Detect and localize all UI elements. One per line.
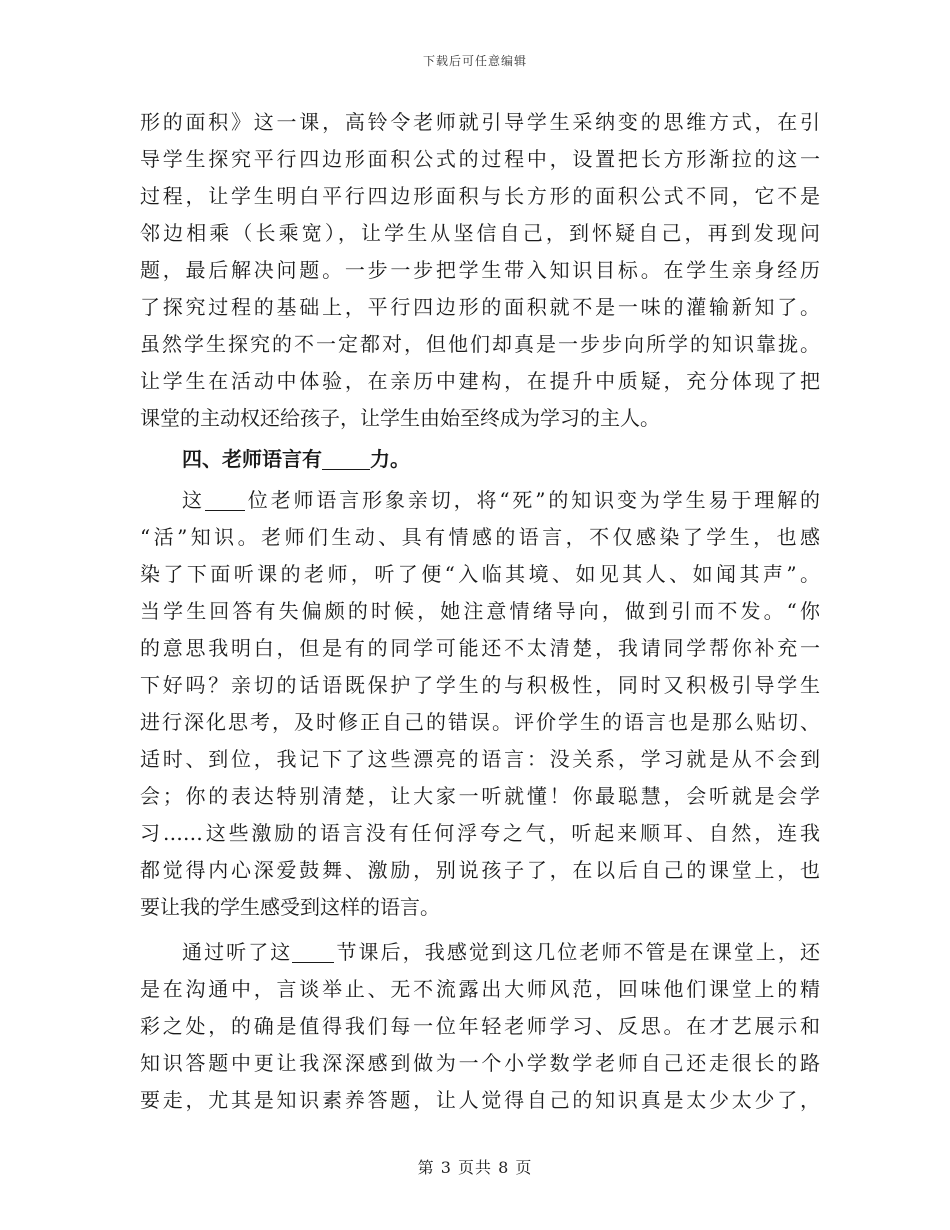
text-line [140,934,820,971]
text-line: 是在沟通中，言谈举止、无不流露出大师风范，回味他们课堂上的精 [140,977,820,1001]
text-line: 习……这些激励的语言没有任何浮夸之气，听起来顺耳、自然，连我 [140,821,820,845]
paragraph-2 [140,482,820,926]
text-line: 染了下面听课的老师，听了便“入临其境、如见其人、如闻其声”。 [140,562,820,586]
text-line: 会；你的表达特别清楚，让大家一听就懂！你最聪慧，会听就是会学 [140,784,820,808]
text-line: 下好吗？亲切的话语既保护了学生的与积极性，同时又积极引导学生 [140,673,820,697]
text-fragment: 这 [182,488,205,512]
fill-in-blank [322,447,370,470]
text-line: 要让我的学生感受到这样的语言。 [140,895,440,919]
text-line: 彩之处，的确是值得我们每一位年轻老师学习、反思。在才艺展示和 [140,1014,820,1038]
text-fragment: 通过听了这 [182,940,293,964]
fill-in-blank [292,940,334,963]
text-line: “活”知识。老师们生动、具有情感的语言，不仅感染了学生，也感 [140,525,820,549]
text-line: 适时、到位，我记下了这些漂亮的语言：没关系，学习就是从不会到 [140,747,820,771]
text-line: 要走，尤其是知识素养答题，让人觉得自己的知识真是太少太少了， [140,1088,820,1112]
text-line: 过程，让学生明白平行四边形面积与长方形的面积公式不同，它不是 [140,184,820,208]
paragraph-1 [140,104,820,437]
text-line: 导学生探究平行四边形面积公式的过程中，设置把长方形渐拉的这一 [140,147,820,171]
text-line: 进行深化思考，及时修正自己的错误。评价学生的语言也是那么贴切、 [140,710,820,734]
text-line: 题，最后解决问题。一步一步把学生带入知识目标。在学生亲身经历 [140,258,820,282]
heading-text-after: 力。 [370,447,410,471]
page-footer: 第 3 页共 8 页 [417,1158,533,1177]
text-line: 都觉得内心深爱鼓舞、激励，别说孩子了，在以后自己的课堂上，也 [140,858,820,882]
text-line: 虽然学生探究的不一定都对，但他们却真是一步步向所学的知识靠拢。 [140,332,820,356]
paragraph-3 [140,934,820,1119]
text-line: 邻边相乘（长乘宽），让学生从坚信自己，到怀疑自己，再到发现问 [140,221,820,245]
text-line: 当学生回答有失偏颇的时候，她注意情绪导向，做到引而不发。“你 [140,599,820,623]
section-heading [140,441,820,478]
text-line: 的意思我明白，但是有的同学可能还不太清楚，我请同学帮你补充一 [140,636,820,660]
text-fragment: 节课后，我感觉到这几位老师不管是在课堂上，还 [334,940,821,964]
text-line: 知识答题中更让我深深感到做为一个小学数学老师自己还走很长的路 [140,1051,820,1075]
fill-in-blank [205,488,245,511]
text-fragment: 位老师语言形象亲切，将“死”的知识变为学生易于理解的 [244,488,820,512]
heading-text-before: 四、老师语言有 [182,447,322,471]
text-line: 课堂的主动权还给孩子，让学生由始至终成为学习的主人。 [140,406,660,430]
text-line: 了探究过程的基础上，平行四边形的面积就不是一味的灌输新知了。 [140,295,820,319]
text-line [140,482,820,519]
page-header: 下载后可任意编辑 [422,54,527,68]
text-line: 形的面积》这一课，高铃令老师就引导学生采纳变的思维方式，在引 [140,110,820,134]
text-line: 让学生在活动中体验，在亲历中建构，在提升中质疑，充分体现了把 [140,369,820,393]
document-body [140,104,820,1119]
